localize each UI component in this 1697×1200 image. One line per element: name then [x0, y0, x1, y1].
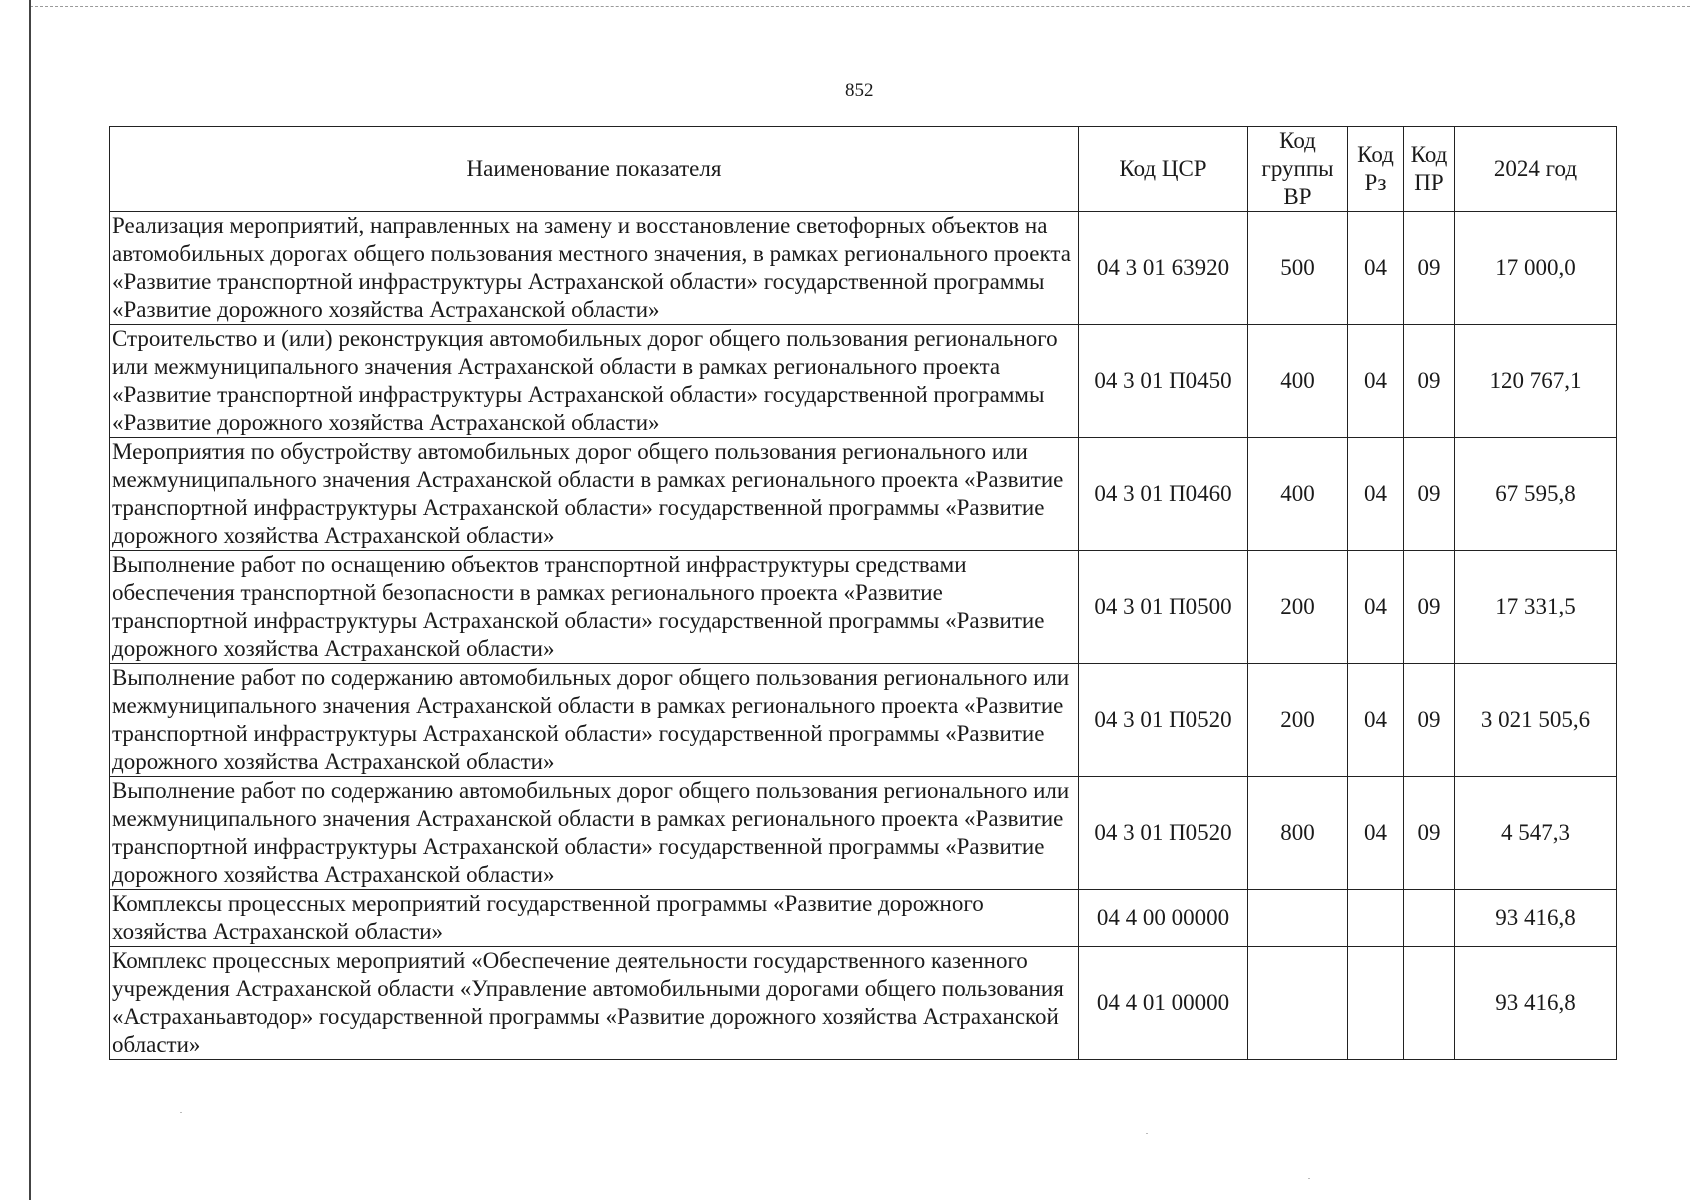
table-row: [110, 551, 1617, 664]
row-rz: 04: [1348, 664, 1404, 777]
scan-speck: [180, 1112, 182, 1113]
row-vr: 800: [1248, 777, 1348, 890]
row-name: Выполнение работ по содержанию автомобильных дорог общего пользования регионального или межмуниципального значения Астраханской области в рамках регионального проекта «Развитие транспортной инфраструктуры Астраханской области» государственной программы «Развитие дорожного хозяйства Астраханской области»: [110, 664, 1079, 777]
row-rz: 04: [1348, 551, 1404, 664]
scan-speck: [1146, 1133, 1148, 1134]
table-row: [110, 664, 1617, 777]
row-rz: 04: [1348, 325, 1404, 438]
row-name: Строительство и (или) реконструкция автомобильных дорог общего пользования регионального или межмуниципального значения Астраханской области в рамках регионального проекта «Развитие транспортной инфраструктуры Астраханской области» государственной программы «Развитие дорожного хозяйства Астраханской области»: [110, 325, 1079, 438]
row-pr: 09: [1404, 664, 1455, 777]
row-rz: 04: [1348, 777, 1404, 890]
header-year: 2024 год: [1455, 127, 1617, 212]
row-csr: 04 3 01 П0520: [1079, 664, 1248, 777]
page-number: 852: [845, 80, 874, 101]
row-amount: 17 331,5: [1455, 551, 1617, 664]
row-name: Комплекс процессных мероприятий «Обеспечение деятельности государственного казенного учреждения Астраханской области «Управление автомобильными дорогами общего пользования «Астраханьавтодор» государственной программы «Развитие дорожного хозяйства Астраханской области»: [110, 947, 1079, 1060]
row-amount: 4 547,3: [1455, 777, 1617, 890]
row-vr: [1248, 947, 1348, 1060]
row-csr: 04 3 01 63920: [1079, 212, 1248, 325]
scan-top-edge: [30, 6, 1690, 7]
table-row: [110, 890, 1617, 947]
row-name: Мероприятия по обустройству автомобильных дорог общего пользования регионального или межмуниципального значения Астраханской области в рамках регионального проекта «Развитие транспортной инфраструктуры Астраханской области» государственной программы «Развитие дорожного хозяйства Астраханской области»: [110, 438, 1079, 551]
table-row: [110, 777, 1617, 890]
table-body: [110, 212, 1617, 1060]
scan-speck: [1308, 1178, 1310, 1179]
row-pr: 09: [1404, 438, 1455, 551]
table-row: [110, 212, 1617, 325]
row-name: Выполнение работ по содержанию автомобильных дорог общего пользования регионального или межмуниципального значения Астраханской области в рамках регионального проекта «Развитие транспортной инфраструктуры Астраханской области» государственной программы «Развитие дорожного хозяйства Астраханской области»: [110, 777, 1079, 890]
row-name: Комплексы процессных мероприятий государственной программы «Развитие дорожного хозяйства Астраханской области»: [110, 890, 1079, 947]
row-csr: 04 3 01 П0520: [1079, 777, 1248, 890]
row-pr: 09: [1404, 325, 1455, 438]
row-csr: 04 3 01 П0450: [1079, 325, 1248, 438]
row-name: Реализация мероприятий, направленных на замену и восстановление светофорных объектов на автомобильных дорогах общего пользования местного значения, в рамках регионального проекта «Развитие транспортной инфраструктуры Астраханской области» государственной программы «Развитие дорожного хозяйства Астраханской области»: [110, 212, 1079, 325]
header-vr: Код группы ВР: [1248, 127, 1348, 212]
row-amount: 120 767,1: [1455, 325, 1617, 438]
row-vr: 500: [1248, 212, 1348, 325]
row-pr: [1404, 890, 1455, 947]
scan-left-edge: [29, 0, 31, 1200]
row-pr: [1404, 947, 1455, 1060]
row-amount: 67 595,8: [1455, 438, 1617, 551]
row-csr: 04 4 01 00000: [1079, 947, 1248, 1060]
row-vr: 400: [1248, 438, 1348, 551]
row-csr: 04 3 01 П0460: [1079, 438, 1248, 551]
table-header: [110, 127, 1617, 212]
header-csr: Код ЦСР: [1079, 127, 1248, 212]
row-csr: 04 4 00 00000: [1079, 890, 1248, 947]
row-vr: [1248, 890, 1348, 947]
row-amount: 93 416,8: [1455, 947, 1617, 1060]
row-vr: 200: [1248, 551, 1348, 664]
row-vr: 400: [1248, 325, 1348, 438]
row-pr: 09: [1404, 212, 1455, 325]
table-row: [110, 325, 1617, 438]
row-rz: 04: [1348, 438, 1404, 551]
header-rz: Код Рз: [1348, 127, 1404, 212]
header-name: Наименование показателя: [110, 127, 1079, 212]
row-name: Выполнение работ по оснащению объектов транспортной инфраструктуры средствами обеспечения транспортной безопасности в рамках регионального проекта «Развитие транспортной инфраструктуры Астраханской области» государственной программы «Развитие дорожного хозяйства Астраханской области»: [110, 551, 1079, 664]
row-amount: 17 000,0: [1455, 212, 1617, 325]
row-rz: [1348, 947, 1404, 1060]
row-csr: 04 3 01 П0500: [1079, 551, 1248, 664]
row-rz: [1348, 890, 1404, 947]
row-pr: 09: [1404, 551, 1455, 664]
row-vr: 200: [1248, 664, 1348, 777]
table-row: [110, 438, 1617, 551]
row-amount: 3 021 505,6: [1455, 664, 1617, 777]
table-row: [110, 947, 1617, 1060]
budget-table: [109, 126, 1617, 1060]
row-rz: 04: [1348, 212, 1404, 325]
header-pr: Код ПР: [1404, 127, 1455, 212]
row-amount: 93 416,8: [1455, 890, 1617, 947]
row-pr: 09: [1404, 777, 1455, 890]
header-row: [110, 127, 1617, 212]
